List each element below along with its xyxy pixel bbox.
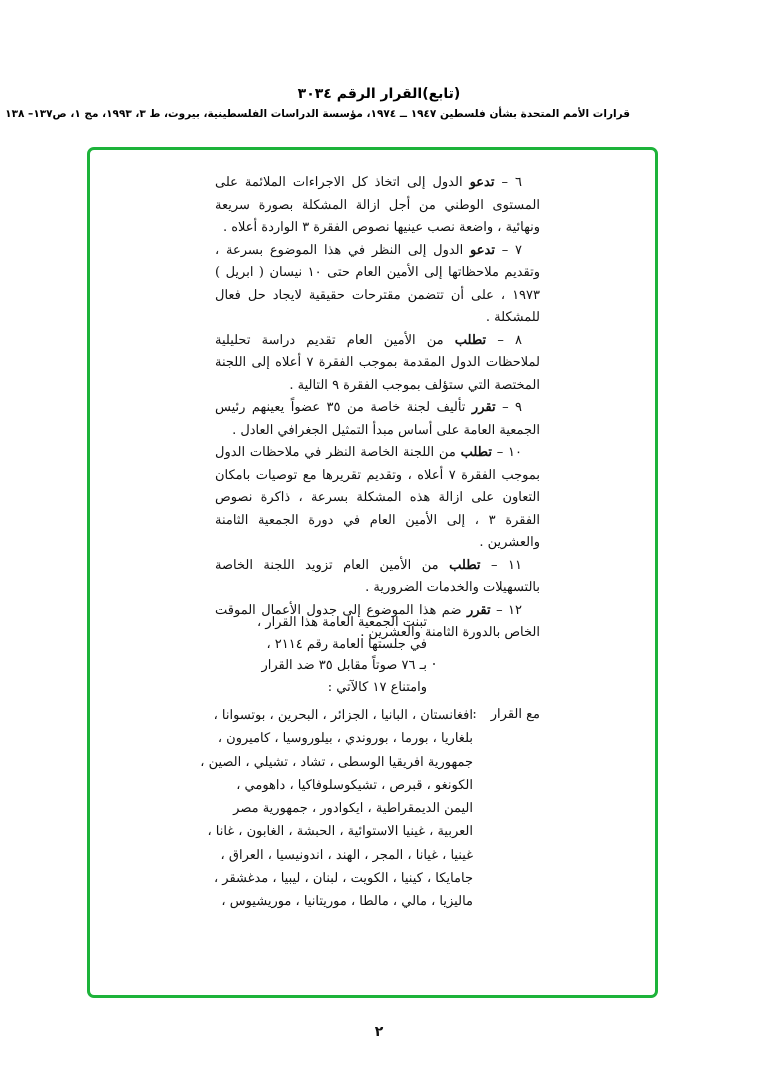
country-list-line: اليمن الديمقراطية ، ايكوادور ، جمهورية مصر xyxy=(233,801,473,817)
adoption-line: في جلستها العامة رقم ٢١١٤ ، xyxy=(266,636,427,652)
paragraph-number: ١٢ – xyxy=(496,602,522,618)
adoption-line: تبنت الجمعية العامة هذا القرار ، xyxy=(257,615,427,630)
countries-in-favour-list xyxy=(200,704,473,914)
paragraph-11 xyxy=(215,555,540,600)
adoption-line: وامتناع ١٧ كالآتي : xyxy=(327,679,427,695)
page-number: ٢ xyxy=(374,1024,384,1040)
paragraph-text: الدول إلى اتخاذ كل الاجراءات الملائمة على المستوى الوطني من أجل ازالة المشكلة بصورة سريعة ونهائية ، واضعة نصب عينيها نصوص الفقرة ٣ الواردة أعلاه . xyxy=(215,175,540,235)
adoption-line: بـ ٧٦ صوتاً مقابل ٣٥ ضد القرار xyxy=(261,658,427,673)
source-citation: قرارات الأمم المتحدة بشأن فلسطين ١٩٤٧ ــ ١٩٧٤، مؤسسة الدراسات الفلسطينية، بيروت، ط ٣، ١٩٩٣، مج ١، ص١٣٧– ١٣٨ xyxy=(5,108,630,120)
votes-label-colon: : xyxy=(472,707,477,722)
operative-verb: تدعو xyxy=(470,242,495,258)
operative-verb: تطلب xyxy=(454,332,487,348)
country-list-line: بلغاريا ، بورما ، بوروندي ، بيلوروسيا ، كاميرون ، xyxy=(217,731,473,747)
country-list-line: افغانستان ، البانيا ، الجزائر ، البحرين ، بوتسوانا ، xyxy=(213,708,473,723)
adoption-statement xyxy=(215,612,445,698)
paragraph-number: ٩ – xyxy=(502,400,523,415)
paragraph-9 xyxy=(215,397,540,442)
paragraph-6 xyxy=(215,172,540,240)
paragraph-text: من الأمين العام تزويد اللجنة الخاصة بالتسهيلات والخدمات الضرورية . xyxy=(215,557,540,595)
votes-label-text: مع القرار xyxy=(490,707,540,722)
paragraph-number: ١١ – xyxy=(491,557,523,573)
scan-speck xyxy=(433,663,435,665)
paragraph-number: ١٠ – xyxy=(496,445,523,460)
paragraph-text: تأليف لجنة خاصة من ٣٥ عضواً يعينهم رئيس الجمعية العامة على أساس مبدأ التمثيل الجغرافي العادل . xyxy=(215,400,540,438)
operative-verb: تطلب xyxy=(449,557,481,573)
votes-in-favour-label xyxy=(472,704,540,726)
paragraph-10 xyxy=(215,442,540,555)
country-list-line: جمهورية افريقيا الوسطى ، تشاد ، تشيلي ، الصين ، xyxy=(200,754,473,770)
country-list-line: الكونغو ، قبرص ، تشيكوسلوفاكيا ، داهومي ، xyxy=(236,777,473,793)
paragraph-text: من اللجنة الخاصة النظر في ملاحظات الدول بموجب الفقرة ٧ أعلاه ، وتقديم تقريرها مع توصيات بامكان التعاون على ازالة هذه المشكلة بسرعة ، ذاكرة نصوص الفقرة ٣ ، إلى الأمين العام في دورة الجمعية الثامنة والعشرين . xyxy=(215,445,541,550)
paragraph-text: الدول إلى النظر في هذا الموضوع بسرعة ، وتقديم ملاحظاتها إلى الأمين العام حتى ١٠ نيسان ( ابريل ) ١٩٧٣ ، على أن تتضمن مقترحات حقيقية لايجاد حل فعال للمشكلة . xyxy=(215,242,540,325)
country-list-line: جامايكا ، كينيا ، الكويت ، لبنان ، ليبيا ، مدغشقر ، xyxy=(213,871,473,887)
page-header-title: (تابع)القرار الرقم ٣٠٣٤ xyxy=(297,86,461,102)
country-list-line: غينيا ، غيانا ، المجر ، الهند ، اندونيسيا ، العراق ، xyxy=(220,847,473,863)
operative-verb: تقرر xyxy=(466,602,491,618)
paragraph-7 xyxy=(215,240,540,330)
paragraph-text: ضم هذا الموضوع إلى جدول الأعمال الموقت الخاص بالدورة الثامنة والعشرين . xyxy=(215,602,540,640)
paragraph-text: من الأمين العام تقديم دراسة تحليلية لملاحظات الدول المقدمة بموجب الفقرة ٧ أعلاه إلى اللجنة المختصة التي ستؤلف بموجب الفقرة ٩ التالية . xyxy=(215,332,540,393)
paragraph-8 xyxy=(215,330,540,398)
country-list-line: العربية ، غينيا الاستوائية ، الحبشة ، الغابون ، غانا ، xyxy=(207,824,473,840)
operative-verb: تقرر xyxy=(471,400,496,415)
operative-verb: تدعو xyxy=(469,175,495,190)
paragraph-number: ٧ – xyxy=(501,242,522,258)
paragraph-number: ٨ – xyxy=(497,332,522,348)
country-list-line: ماليزيا ، مالي ، مالطا ، موريتانيا ، موريشيوس ، xyxy=(221,894,473,910)
paragraph-number: ٦ – xyxy=(501,175,522,190)
operative-verb: تطلب xyxy=(460,445,492,460)
resolution-paragraphs xyxy=(215,172,540,645)
